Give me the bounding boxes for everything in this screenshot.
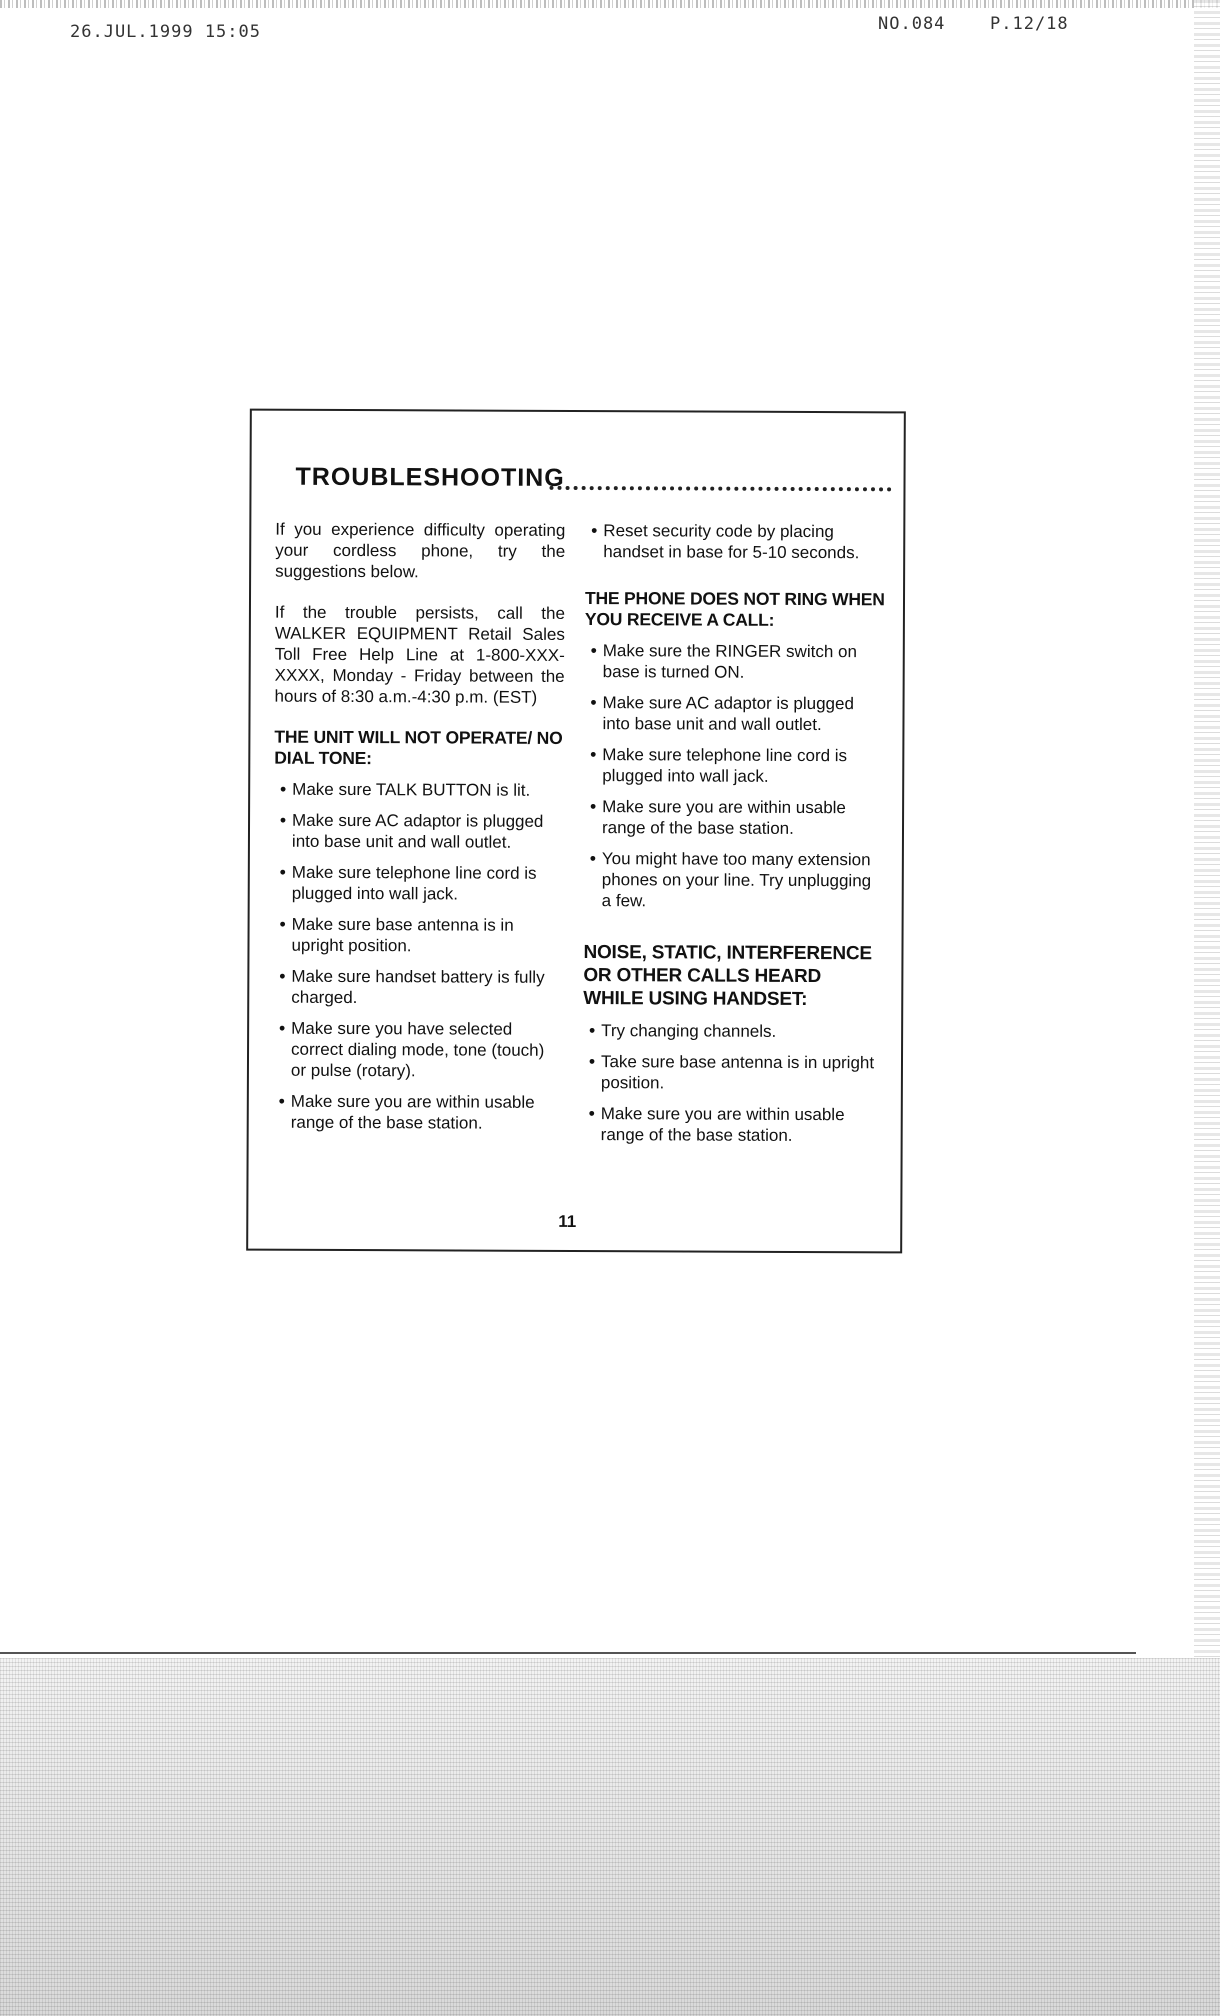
- page-number: 11: [558, 1211, 577, 1232]
- bullet-icon: •: [279, 1018, 286, 1038]
- list-item: • Make sure you are within usable range of the base station.: [278, 1091, 535, 1133]
- intro-paragraph: If you experience difficulty operating your cordless phone, try the suggestions below.: [275, 519, 566, 582]
- page-title: TROUBLESHOOTING: [295, 462, 565, 492]
- list-item: • Make sure the RINGER switch on base is turned ON.: [590, 641, 857, 682]
- fax-top-scan-edge: [0, 0, 1220, 8]
- list-item: • Make sure AC adaptor is plugged into base unit and wall outlet.: [280, 810, 544, 852]
- list-item: • Make sure AC adaptor is plugged into base unit and wall outlet.: [590, 693, 854, 735]
- bullet-icon: •: [279, 966, 286, 986]
- list-item: • Make sure you have selected correct dialing mode, tone (touch) or pulse (rotary).: [279, 1018, 545, 1081]
- section-heading-noise-static: NOISE, STATIC, INTERFERENCE OR OTHER CALLS HEARD WHILE USING HANDSET:: [583, 942, 872, 1011]
- bullet-icon: •: [590, 797, 597, 817]
- bullet-icon: •: [589, 849, 596, 869]
- bullet-icon: •: [279, 862, 286, 882]
- list-item: • Try changing channels.: [589, 1021, 777, 1041]
- list-item: • Take sure base antenna is in upright position.: [588, 1052, 875, 1093]
- bullet-icon: •: [589, 1021, 596, 1041]
- list-item: • Make sure telephone line cord is plugged into wall jack.: [279, 862, 537, 904]
- bullet-icon: •: [588, 1104, 595, 1124]
- bullet-icon: •: [280, 779, 287, 799]
- fax-date-time: 26.JUL.1999 15:05: [70, 22, 261, 42]
- help-line-paragraph: If the trouble persists, call the WALKER EQUIPMENT Retail Sales Toll Free Help Line at 1-800-XXX-XXXX, Monday - Friday between the hours of 8:30 a.m.-4:30 p.m. (EST): [274, 602, 565, 707]
- list-item: • Reset security code by placing handset in base for 5-10 seconds.: [591, 521, 860, 563]
- list-item: • Make sure TALK BUTTON is lit.: [280, 779, 531, 800]
- bullet-icon: •: [588, 1052, 595, 1072]
- bullet-icon: •: [280, 810, 287, 830]
- bullet-icon: •: [591, 521, 598, 541]
- section-heading-no-ring: THE PHONE DOES NOT RING WHEN YOU RECEIVE A CALL:: [584, 588, 885, 630]
- scanner-background: [0, 1658, 1220, 2016]
- list-item: • Make sure you are within usable range of the base station.: [588, 1104, 845, 1145]
- list-item: • You might have too many extension phones on your line. Try unplugging a few.: [589, 849, 872, 911]
- list-item: • Make sure base antenna is in upright position.: [279, 914, 514, 956]
- bullet-icon: •: [590, 745, 597, 765]
- list-item: • Make sure handset battery is fully charged.: [279, 966, 545, 1008]
- bullet-icon: •: [590, 641, 597, 661]
- troubleshooting-page: [246, 409, 906, 1254]
- section-heading-no-dial-tone: THE UNIT WILL NOT OPERATE/ NO DIAL TONE:: [274, 726, 563, 769]
- left-column: [273, 519, 566, 1144]
- fax-number: NO.084: [878, 14, 946, 34]
- fax-page-count: P.12/18: [990, 14, 1069, 34]
- page-bottom-edge: [0, 1652, 1136, 1654]
- fax-right-scan-edge: [1194, 0, 1220, 1660]
- right-column: [583, 520, 886, 1156]
- list-item: • Make sure telephone line cord is plugged into wall jack.: [590, 745, 848, 786]
- bullet-icon: •: [279, 914, 286, 934]
- bullet-icon: •: [590, 693, 597, 713]
- title-dotted-leader: [549, 472, 891, 491]
- list-item: • Make sure you are within usable range of the base station.: [590, 797, 846, 838]
- bullet-icon: •: [278, 1091, 285, 1111]
